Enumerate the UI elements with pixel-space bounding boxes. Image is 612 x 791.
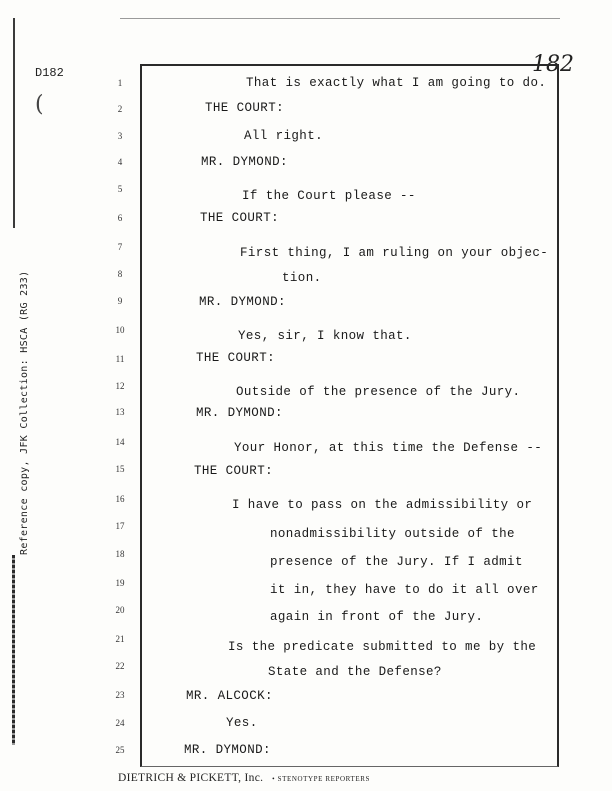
scan-left-bar: [13, 18, 15, 228]
line-number: 12: [115, 381, 125, 391]
transcript-line: presence of the Jury. If I admit: [270, 555, 523, 569]
speaker-label: MR. ALCOCK:: [186, 689, 273, 703]
transcript-line: That is exactly what I am going to do.: [246, 76, 547, 90]
line-number: 4: [117, 157, 123, 167]
speaker-label: MR. DYMOND:: [184, 743, 271, 757]
line-number: 18: [115, 549, 125, 559]
line-number: 21: [115, 634, 125, 644]
line-number: 24: [115, 718, 125, 728]
line-number: 1: [117, 78, 123, 88]
transcript-line: Your Honor, at this time the Defense --: [234, 441, 543, 455]
line-number: 10: [115, 325, 125, 335]
speaker-label: MR. DYMOND:: [201, 155, 288, 169]
transcript-line: Outside of the presence of the Jury.: [236, 385, 521, 399]
line-number: 19: [115, 578, 125, 588]
line-number: 17: [115, 521, 125, 531]
transcript-line: it in, they have to do it all over: [270, 583, 539, 597]
speaker-label: THE COURT:: [194, 464, 274, 478]
transcript-line: First thing, I am ruling on your objec-: [240, 246, 549, 260]
reporter-firm: DIETRICH & PICKETT, Inc.: [118, 772, 264, 784]
handwritten-page-number: 182: [532, 52, 574, 77]
line-number: 5: [117, 184, 123, 194]
line-number: 15: [115, 464, 125, 474]
margin-mark: (: [35, 92, 44, 117]
line-number: 22: [115, 661, 125, 671]
line-number: 2: [117, 104, 123, 114]
line-number: 8: [117, 269, 123, 279]
scan-top-edge: [120, 18, 560, 19]
line-number: 11: [115, 354, 125, 364]
scan-left-bar-lower: [12, 555, 15, 745]
speaker-label: THE COURT:: [205, 101, 285, 115]
line-number: 14: [115, 437, 125, 447]
transcript-line: All right.: [244, 129, 324, 143]
line-number: 25: [115, 745, 125, 755]
transcript-line: tion.: [282, 271, 322, 285]
line-number: 6: [117, 213, 123, 223]
transcript-line: Yes, sir, I know that.: [238, 329, 412, 343]
speaker-label: MR. DYMOND:: [199, 295, 286, 309]
reporter-footer: [118, 772, 370, 784]
line-number: 23: [115, 690, 125, 700]
line-number: 20: [115, 605, 125, 615]
transcript-line: Is the predicate submitted to me by the: [228, 640, 537, 654]
speaker-label: THE COURT:: [200, 211, 280, 225]
document-id: D182: [35, 66, 64, 80]
line-number: 3: [117, 131, 123, 141]
transcript-line: Yes.: [226, 716, 258, 730]
reporter-subtitle: • STENOTYPE REPORTERS: [272, 775, 371, 783]
line-number: 7: [117, 242, 123, 252]
line-number: 9: [117, 296, 123, 306]
transcript-line: I have to pass on the admissibility or: [232, 498, 533, 512]
transcript-line: again in front of the Jury.: [270, 610, 484, 624]
speaker-label: MR. DYMOND:: [196, 406, 283, 420]
transcript-line: If the Court please --: [242, 189, 416, 203]
transcript-line: nonadmissibility outside of the: [270, 527, 515, 541]
speaker-label: THE COURT:: [196, 351, 276, 365]
transcript-line: State and the Defense?: [268, 665, 442, 679]
line-number: 16: [115, 494, 125, 504]
reference-stamp: Reference copy, JFK Collection: HSCA (RG 233): [19, 270, 30, 555]
line-number: 13: [115, 407, 125, 417]
